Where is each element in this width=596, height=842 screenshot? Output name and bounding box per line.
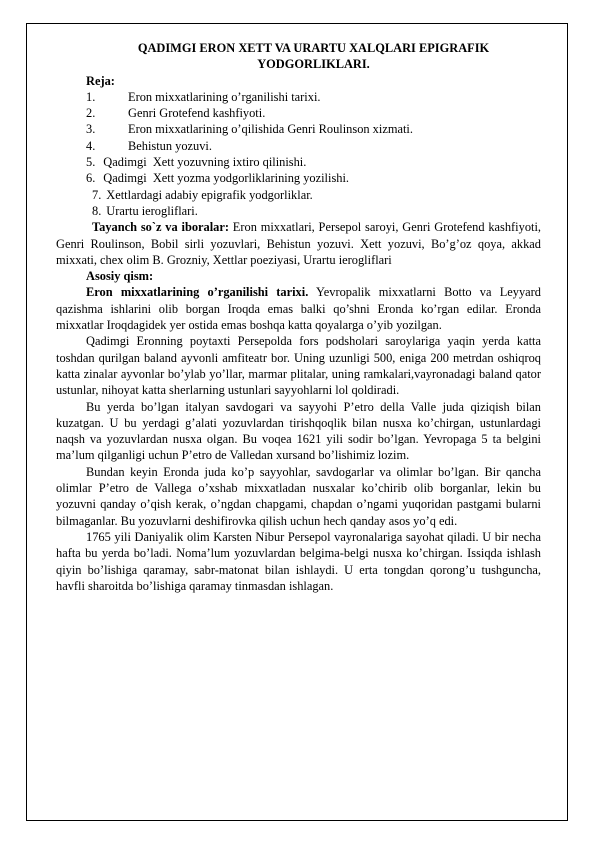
plan-item-text: Behistun yozuvi. bbox=[128, 138, 212, 153]
body-paragraph: Qadimgi Eronning poytaxti Persepolda fors podsholari saroylariga yaqin yerda katta toshdan qurilgan baland ayvonli amfiteatr bor. Uning uzunligi 500, eniga 200 metrdan oshiqroq katta zinalar ayvonlar bo’ylab yo’llar, marmar plitalar, uning ramkalari,vayronadagi baland qator ustunlar, nihoyat katta sherlarning ustunlari sayyohlarni lol qoldiradi. bbox=[56, 334, 541, 398]
body-paragraph: 1765 yili Daniyalik olim Karsten Nibur Persepol vayronalariga sayohat qiladi. U bir necha hafta bu yerda bo’ladi. Noma’lum yozuvlardan belgima-belgi nusxa ko’chirgan. Issiqda ishlash qiyin bo’lishiga qaramay, sabr-matonat bilan ishlaydi. U erta tongdan qorong’u tushguncha, havfli sharoitda bo’lishiga qaramay tinmasdan ishlagan. bbox=[56, 529, 541, 593]
section-heading: Eron mixxatlarining o’rganilishi tarixi. bbox=[86, 285, 309, 300]
plan-label: Reja: bbox=[86, 73, 115, 88]
body-paragraph: Bu yerda bo’lgan italyan savdogari va sayyohi P’etro della Valle juda qiziqish bilan kuzatgan. U bu yerdagi g’alati yozuvlardan tirishqoqlik bilan nusxa ko’chirgan, ustunlardagi naqsh va yozuvlardan nusxa olgan. Bu voqea 1621 yili sodir bo’lgan. Yevropaga 5 ta belgini ma’lum qilganligi uchun P’etro de Valledan xursand bo’lishimiz lozim. bbox=[56, 399, 541, 463]
plan-item bbox=[56, 187, 541, 203]
plan-item bbox=[56, 105, 541, 121]
plan-item bbox=[56, 170, 541, 186]
plan-item-number: 2. bbox=[86, 106, 96, 121]
plan-item bbox=[56, 154, 541, 170]
plan-item-number: 7. bbox=[92, 187, 102, 202]
plan-item-text: Eron mixxatlarining o’qilishida Genri Roulinson xizmati. bbox=[128, 122, 413, 137]
plan-item bbox=[56, 89, 541, 105]
plan-item-number: 1. bbox=[86, 89, 96, 104]
plan-item-number: 3. bbox=[86, 122, 96, 137]
keywords-text: Eron mixxatlari, Persepol saroyi, Genri Grotefend kashfiyoti, Genri Roulinson, Bobil sirli yozuvlari, Behistun yozuvi. Xett yozuvi, Bo’g’oz qoya, akkad mixxati, chex olim B. Grozniy, Xettlar poeziyasi, Urartu ierogliflari bbox=[56, 220, 541, 267]
plan-item bbox=[56, 138, 541, 154]
keywords-paragraph bbox=[56, 219, 541, 268]
plan-item-number: 8. bbox=[92, 203, 102, 218]
plan-item-text: Xettlardagi adabiy epigrafik yodgorliklar. bbox=[106, 187, 313, 202]
plan-item bbox=[56, 203, 541, 219]
document-title: QADIMGI ERON XETT VA URARTU XALQLARI EPIGRAFIK YODGORLIKLARI. bbox=[137, 41, 490, 72]
plan-item-text: Eron mixxatlarining o’rganilishi tarixi. bbox=[128, 89, 321, 104]
section-text: Yevropalik mixxatlarni Botto va Leyyard qazishma ishlarini olib borgan Iroqda emas balki qo’shni Eronda ko’rgan edilar. Eronda mixxatlar Iroqdagidek yer ostida emas boshqa katta qoyalarga o’yib yozilgan. bbox=[56, 285, 541, 333]
body-paragraph: Bundan keyin Eronda juda ko’p sayyohlar, savdogarlar va olimlar bo’lgan. Bir qancha olimlar P’etro de Vallega o’xshab mixxatladan nusxalar ko’chirib olib borganlar, lekin bu yozuvni qanday o’qish kerak, o’ngdan chapgami, chapdan o’ngami yuqoridan pastgami bularni bilmaganlar. Bu yozuvlarni deshifirovka qilish uchun hech qanday asos yo’q edi. bbox=[56, 464, 541, 528]
plan-item-text: Genri Grotefend kashfiyoti. bbox=[128, 106, 266, 121]
main-heading: Asosiy qism: bbox=[86, 269, 154, 284]
keywords-label: Tayanch so`z va iboralar: bbox=[92, 220, 229, 235]
plan-list-a bbox=[56, 89, 541, 154]
plan-item-number: 4. bbox=[86, 138, 96, 153]
plan-list-c bbox=[56, 187, 541, 220]
plan-list-b bbox=[56, 154, 541, 187]
plan-item-number: 6. bbox=[86, 171, 96, 186]
plan-item-number: 5. bbox=[86, 155, 96, 170]
plan-item-text: Urartu ierogliflari. bbox=[106, 203, 198, 218]
plan-item bbox=[56, 121, 541, 137]
plan-item-text: Qadimgi Xett yozuvning ixtiro qilinishi. bbox=[103, 155, 307, 170]
plan-item-text: Qadimgi Xett yozma yodgorliklarining yozilishi. bbox=[103, 171, 350, 186]
section-paragraph bbox=[56, 284, 541, 333]
document-body bbox=[56, 40, 541, 594]
